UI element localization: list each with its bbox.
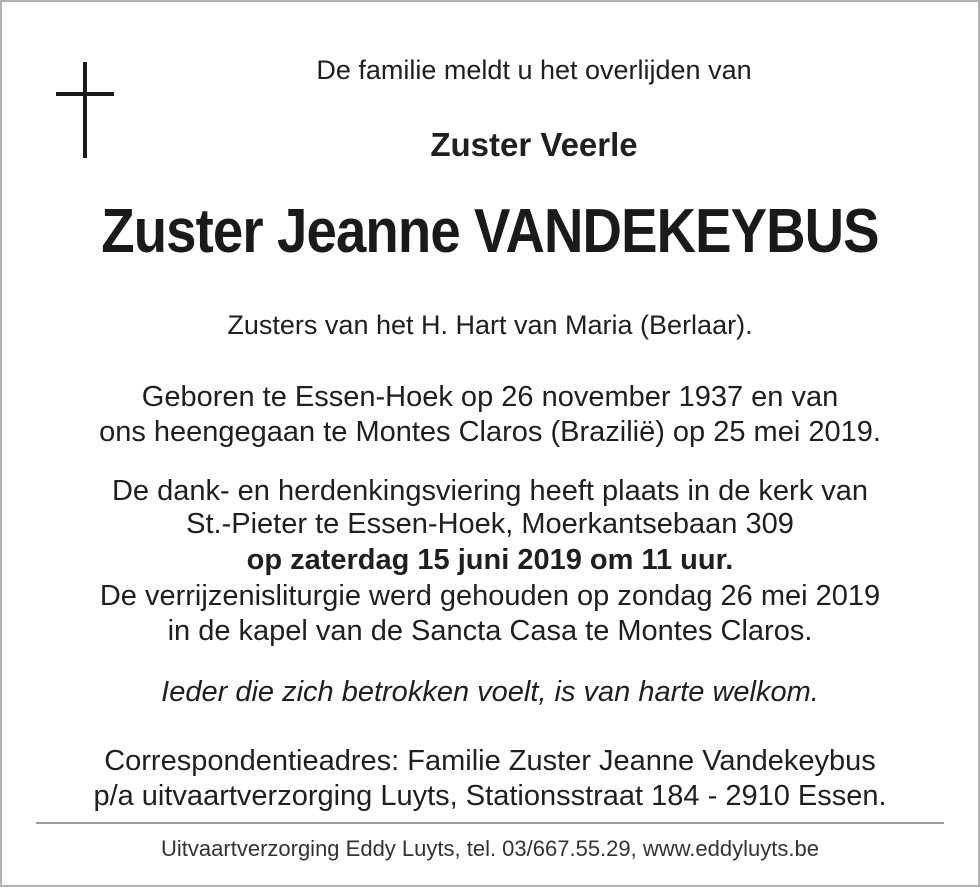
service-line-4: De verrijzenisliturgie werd gehouden op zondag 26 mei 2019 xyxy=(99,580,881,612)
footer-divider xyxy=(36,822,944,824)
correspondence-line-2: p/a uitvaartverzorging Luyts, Stationsstraat 184 - 2910 Essen. xyxy=(93,780,887,812)
correspondence-line-1: Correspondentieadres: Familie Zuster Jeanne Vandekeybus xyxy=(104,745,876,777)
deceased-name: Zuster Jeanne VANDEKEYBUS xyxy=(101,197,879,266)
welcome-text: Ieder die zich betrokken voelt, is van harte welkom. xyxy=(161,676,819,708)
service-date: op zaterdag 15 juni 2019 om 11 uur. xyxy=(246,544,734,576)
funeral-home-footer: Uitvaartverzorging Eddy Luyts, tel. 03/667.55.29, www.eddyluyts.be xyxy=(161,836,819,861)
religious-order: Zusters van het H. Hart van Maria (Berlaar). xyxy=(227,310,753,340)
birth-line-1: Geboren te Essen-Hoek op 26 november 1937 en van xyxy=(141,381,839,413)
intro-text: De familie meldt u het overlijden van xyxy=(316,55,752,85)
service-line-5: in de kapel van de Sancta Casa te Montes Claros. xyxy=(167,615,813,647)
birth-line-2: ons heengegaan te Montes Claros (Brazilië) op 25 mei 2019. xyxy=(99,416,881,448)
service-line-1: De dank- en herdenkingsviering heeft plaats in de kerk van xyxy=(111,475,869,507)
religious-name: Zuster Veerle xyxy=(430,126,638,163)
service-line-2: St.-Pieter te Essen-Hoek, Moerkantsebaan 309 xyxy=(186,508,794,540)
